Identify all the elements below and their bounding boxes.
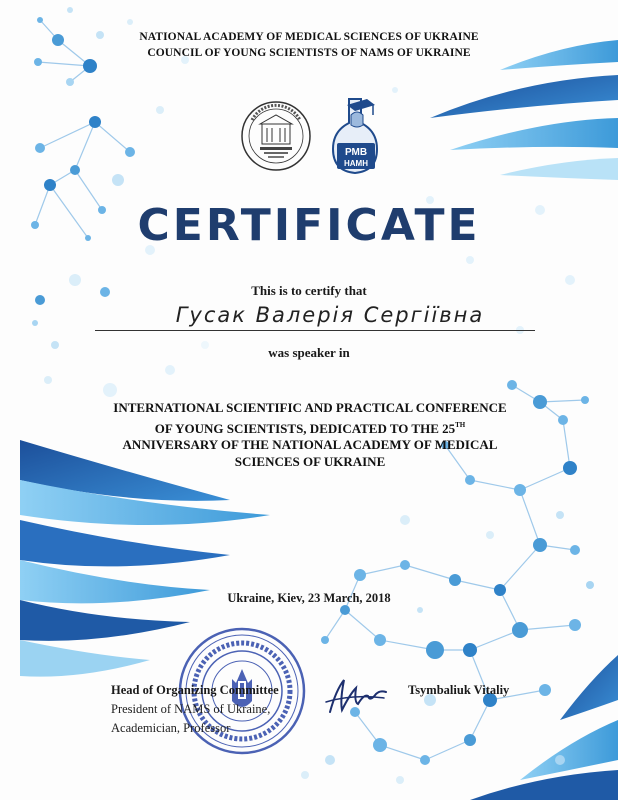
name-underline	[95, 330, 535, 331]
conference-line-4: SCIENCES OF UKRAINE	[234, 453, 386, 469]
conference-line-2	[80, 417, 540, 438]
rmv-logo-text-top: РМВ	[344, 147, 368, 158]
header-academy-name: NATIONAL ACADEMY OF MEDICAL SCIENCES OF UKRAINE	[139, 31, 479, 43]
recipient-name: Гусак Валерія Сергіївна	[175, 303, 485, 327]
certificate-title: CERTIFICATE	[137, 200, 481, 251]
conference-line-2-text: OF YOUNG SCIENTISTS, DEDICATED TO THE 25	[154, 420, 456, 436]
conference-title	[80, 400, 540, 470]
signatory-position-2: Academician, Professor	[111, 721, 231, 735]
bottom-right-waves	[470, 655, 618, 800]
rmv-namn-logo-icon	[327, 95, 385, 177]
speaker-line: was speaker in	[268, 345, 350, 360]
top-right-waves	[430, 40, 618, 180]
signatory-position-1: President of NAMS of Ukraine,	[111, 702, 271, 716]
signature-icon	[322, 672, 392, 720]
conference-line-3: ANNIVERSARY OF THE NATIONAL ACADEMY OF MEDICAL	[122, 437, 498, 452]
nams-seal-icon	[240, 100, 312, 172]
conference-line-1: INTERNATIONAL SCIENTIFIC AND PRACTICAL CONFERENCE	[113, 400, 507, 415]
signatory-name: Tsymbaliuk Vitaliy	[408, 683, 510, 697]
place-and-date: Ukraine, Kiev, 23 March, 2018	[227, 591, 391, 605]
signatory-heading: Head of Organizing Committee	[111, 683, 279, 697]
header-council-name: COUNCIL OF YOUNG SCIENTISTS OF NAMS OF UKRAINE	[147, 47, 471, 59]
certify-line: This is to certify that	[251, 283, 367, 298]
rmv-logo-text-bottom: НАМН	[344, 159, 368, 168]
ordinal-suffix: TH	[455, 420, 466, 429]
